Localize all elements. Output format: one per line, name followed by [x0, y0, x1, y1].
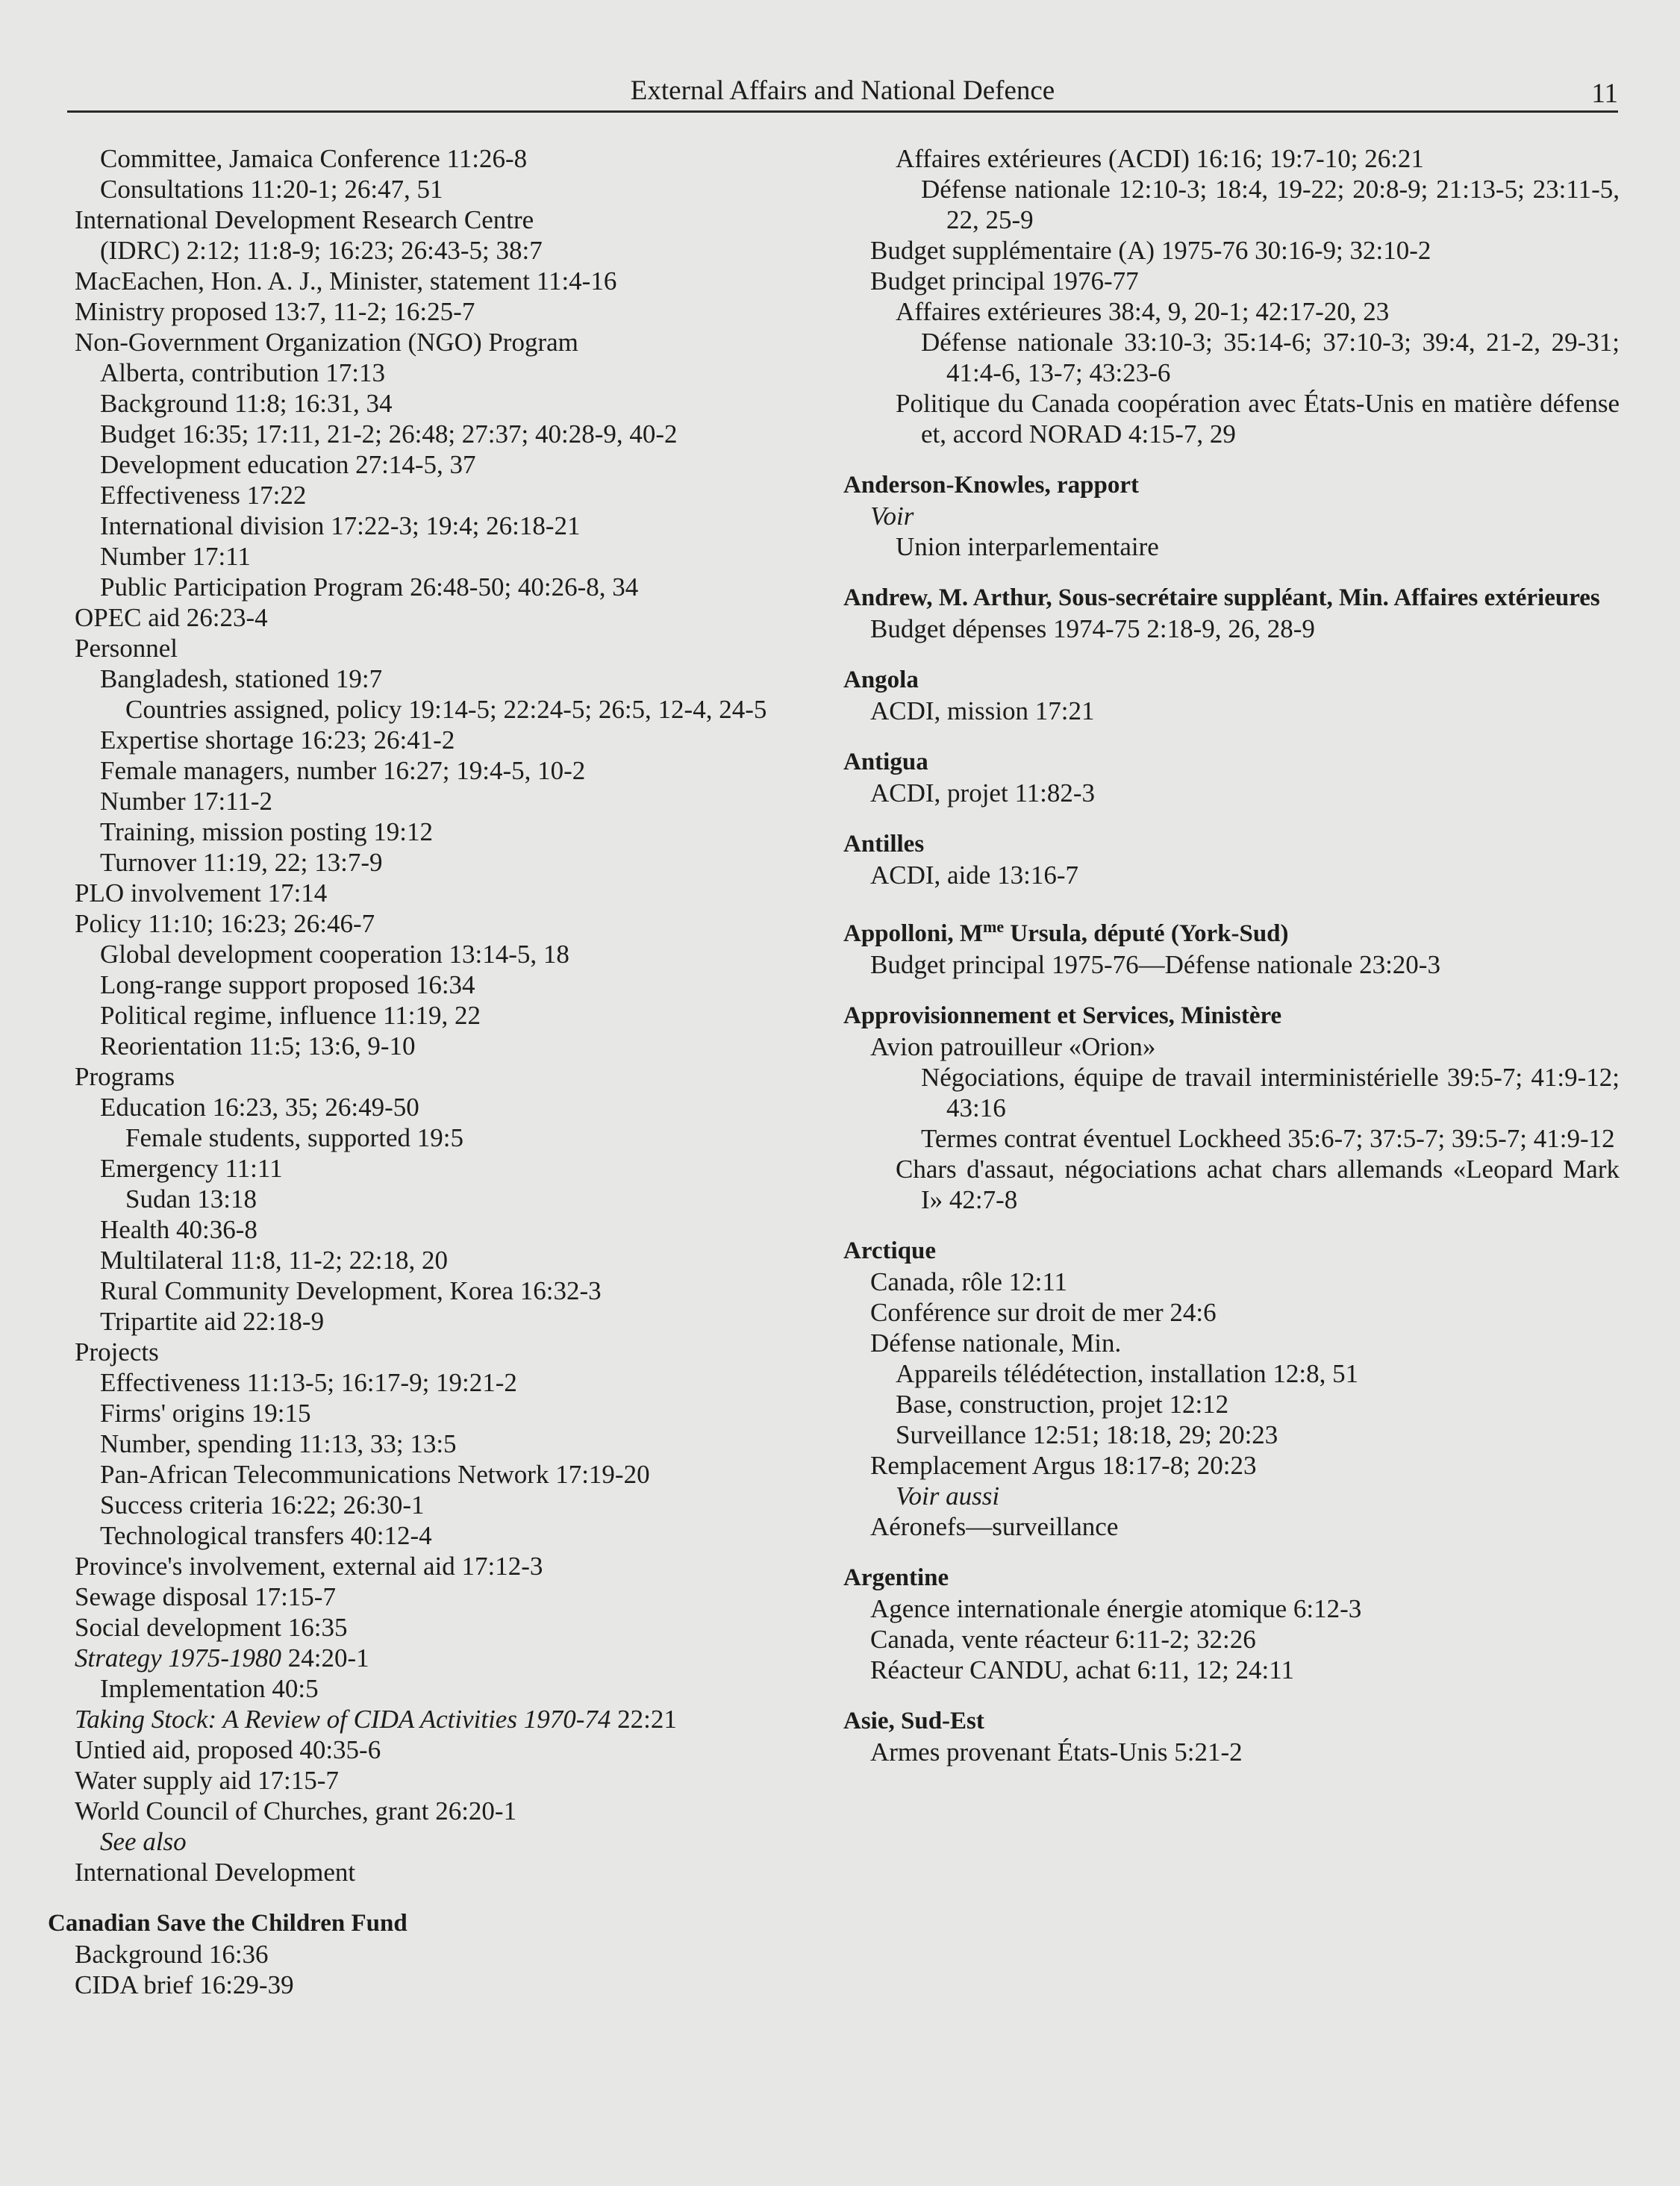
index-subentry: Budget principal 1975-76—Défense nationale 23:20-3 — [870, 950, 1440, 979]
index-subentry: Ministry proposed 13:7, 11-2; 16:25-7 — [75, 297, 475, 326]
index-subsubentry: Background 11:8; 16:31, 34 — [100, 389, 393, 418]
index-subentry: International Development Research Centre — [75, 205, 534, 234]
index-subsubentry: Consultations 11:20-1; 26:47, 51 — [100, 175, 443, 204]
index-subsubentry: Public Participation Program 26:48-50; 40:26-8, 34 — [100, 572, 639, 602]
index-subsubentry: Alberta, contribution 17:13 — [100, 358, 386, 387]
index-subsubentry: Effectiveness 11:13-5; 16:17-9; 19:21-2 — [100, 1368, 517, 1397]
index-subsubentry: Multilateral 11:8, 11-2; 22:18, 20 — [100, 1246, 448, 1275]
index-subentry: Canada, vente réacteur 6:11-2; 32:26 — [870, 1625, 1256, 1654]
index-subentry: International Development — [75, 1858, 356, 1887]
index-subsubentry: Turnover 11:19, 22; 13:7-9 — [100, 848, 383, 877]
index-subsubentry: Tripartite aid 22:18-9 — [100, 1307, 325, 1336]
index-subentry: ACDI, mission 17:21 — [870, 696, 1095, 725]
index-subentry: OPEC aid 26:23-4 — [75, 603, 268, 632]
index-subsubentry: Education 16:23, 35; 26:49-50 — [100, 1093, 419, 1122]
index-subentry: Politique du Canada coopération avec États-Unis en matière défense et, accord NORAD 4:15-7, 29 — [896, 389, 1620, 449]
page-refs: 22:21 — [611, 1705, 677, 1734]
italic-ref: Taking Stock: A Review of CIDA Activities 1970-74 — [75, 1705, 611, 1734]
index-subentry: Programs — [75, 1062, 175, 1091]
index-subsubentry: Success criteria 16:22; 26:30-1 — [100, 1490, 425, 1520]
index-subsubentry: Political regime, influence 11:19, 22 — [100, 1001, 481, 1030]
index-subentry: Background 16:36 — [75, 1940, 269, 1969]
italic-ref: Voir aussi — [896, 1481, 1000, 1511]
index-subsubentry: Termes contrat éventuel Lockheed 35:6-7; 37:5-7; 39:5-7; 41:9-12 — [921, 1124, 1615, 1153]
index-subentry: Projects — [75, 1337, 159, 1367]
index-subentry: Policy 11:10; 16:23; 26:46-7 — [75, 909, 375, 938]
index-subsubentry: Training, mission posting 19:12 — [100, 817, 433, 846]
index-subentry: Social development 16:35 — [75, 1613, 348, 1642]
index-subsubentry: Number 17:11 — [100, 542, 251, 571]
index-subsubentry: Global development cooperation 13:14-5, 18 — [100, 940, 569, 969]
index-subentry: Aéronefs—surveillance — [870, 1512, 1119, 1541]
index-subsubentry — [818, 1481, 1620, 1511]
index-subsubentry: Défense nationale 33:10-3; 35:14-6; 37:10-3; 39:4, 21-2, 29-31; 41:4-6, 13-7; 43:23-6 — [921, 328, 1620, 387]
index-subentry: CIDA brief 16:29-39 — [75, 1970, 294, 1999]
index-subentry: Chars d'assaut, négociations achat chars allemands «Leopard Mark I» 42:7-8 — [896, 1155, 1620, 1214]
index-subentry: Réacteur CANDU, achat 6:11, 12; 24:11 — [870, 1655, 1294, 1684]
index-heading: Andrew, M. Arthur, Sous-secrétaire suppléant, Min. Affaires extérieures — [843, 584, 1600, 611]
index-subsubentry: Technological transfers 40:12-4 — [100, 1521, 432, 1550]
index-subsubentry: Défense nationale 12:10-3; 18:4, 19-22; 20:8-9; 21:13-5; 23:11-5, 22, 25-9 — [921, 175, 1620, 234]
index-subentry: Budget dépenses 1974-75 2:18-9, 26, 28-9 — [870, 614, 1315, 643]
index-subsubentry: Emergency 11:11 — [100, 1154, 283, 1183]
index-subentry: Budget supplémentaire (A) 1975-76 30:16-9; 32:10-2 — [870, 236, 1431, 265]
index-subsubentry: Female managers, number 16:27; 19:4-5, 10-2 — [100, 756, 586, 785]
index-subentry: ACDI, projet 11:82-3 — [870, 778, 1096, 808]
index-subsubentry: Bangladesh, stationed 19:7 — [100, 664, 383, 693]
index-subsubentry: Négociations, équipe de travail interministérielle 39:5-7; 41:9-12; 43:16 — [921, 1063, 1620, 1122]
index-subsubentry: (IDRC) 2:12; 11:8-9; 16:23; 26:43-5; 38:7 — [100, 236, 543, 265]
index-subsubentry: Long-range support proposed 16:34 — [100, 970, 475, 999]
italic-ref: Voir — [870, 502, 914, 531]
index-heading: Antilles — [843, 831, 925, 858]
index-subsubentry: Effectiveness 17:22 — [100, 481, 307, 510]
index-subentry — [22, 1643, 820, 1673]
index-heading: Angola — [843, 666, 919, 693]
index-subsubentry: Female students, supported 19:5 — [125, 1123, 464, 1152]
italic-ref: See also — [100, 1827, 187, 1856]
index-subentry: Agence internationale énergie atomique 6:12-3 — [870, 1594, 1362, 1623]
italic-ref: Strategy 1975-1980 — [75, 1643, 282, 1673]
index-subsubentry: International division 17:22-3; 19:4; 26:18-21 — [100, 511, 581, 540]
index-heading: Asie, Sud-Est — [843, 1708, 984, 1734]
index-subentry: Province's involvement, external aid 17:12-3 — [75, 1552, 543, 1581]
index-subsubentry: Implementation 40:5 — [100, 1674, 319, 1703]
index-subentry: Avion patrouilleur «Orion» — [870, 1032, 1156, 1061]
right-column — [843, 143, 1620, 1767]
index-heading: Anderson-Knowles, rapport — [843, 472, 1140, 499]
index-subsubentry: Development education 27:14-5, 37 — [100, 450, 476, 479]
index-subentry: Untied aid, proposed 40:35-6 — [75, 1735, 381, 1764]
left-column — [48, 143, 820, 2000]
index-subsubentry: Base, construction, projet 12:12 — [896, 1390, 1229, 1419]
running-title: External Affairs and National Defence — [630, 75, 1055, 106]
index-subsubentry: Number, spending 11:13, 33; 13:5 — [100, 1429, 457, 1458]
index-subsubentry: Union interparlementaire — [896, 532, 1159, 561]
index-subsubentry: Pan-African Telecommunications Network 17:19-20 — [100, 1460, 650, 1489]
index-subsubentry: Sudan 13:18 — [125, 1184, 257, 1214]
index-subsubentry: Expertise shortage 16:23; 26:41-2 — [100, 725, 455, 755]
index-subsubentry: Reorientation 11:5; 13:6, 9-10 — [100, 1031, 416, 1061]
index-subentry: MacEachen, Hon. A. J., Minister, statement 11:4-16 — [75, 266, 617, 296]
index-heading: Approvisionnement et Services, Ministère — [843, 1002, 1282, 1029]
index-subentry: Armes provenant États-Unis 5:21-2 — [870, 1737, 1243, 1767]
page-refs: 24:20-1 — [281, 1643, 369, 1673]
index-subentry: Canada, rôle 12:11 — [870, 1267, 1068, 1296]
index-subentry: Défense nationale, Min. — [870, 1328, 1122, 1358]
index-subsubentry: Rural Community Development, Korea 16:32-3 — [100, 1276, 602, 1305]
index-subsubentry: Countries assigned, policy 19:14-5; 22:24-5; 26:5, 12-4, 24-5 — [125, 695, 767, 724]
index-heading: Canadian Save the Children Fund — [48, 1910, 407, 1937]
index-subsubentry: Budget 16:35; 17:11, 21-2; 26:48; 27:37; 40:28-9, 40-2 — [100, 419, 678, 449]
index-subentry: Sewage disposal 17:15-7 — [75, 1582, 336, 1611]
index-subentry — [22, 1704, 820, 1734]
page-number: 11 — [1591, 78, 1618, 109]
index-subentry: Budget principal 1976-77 — [870, 266, 1139, 296]
index-subentry — [818, 501, 1620, 531]
index-subsubentry: Appareils télédétection, installation 12:8, 51 — [896, 1359, 1359, 1388]
index-subsubentry: Firms' origins 19:15 — [100, 1399, 311, 1428]
index-subentry: Remplacement Argus 18:17-8; 20:23 — [870, 1451, 1257, 1480]
index-subentry: Non-Government Organization (NGO) Program — [75, 328, 578, 357]
index-subentry: Water supply aid 17:15-7 — [75, 1766, 339, 1795]
index-heading: Arctique — [843, 1237, 937, 1264]
index-subsubentry: Number 17:11-2 — [100, 787, 273, 816]
index-subsubentry: Committee, Jamaica Conference 11:26-8 — [100, 144, 528, 173]
index-subentry: PLO involvement 17:14 — [75, 878, 328, 908]
index-heading: Antigua — [843, 749, 928, 775]
index-subsubentry: Affaires extérieures (ACDI) 16:16; 19:7-10; 26:21 — [896, 144, 1424, 173]
index-subentry: World Council of Churches, grant 26:20-1 — [75, 1796, 517, 1826]
index-subsubentry — [22, 1826, 820, 1857]
index-subsubentry: Surveillance 12:51; 18:18, 29; 20:23 — [896, 1420, 1278, 1449]
running-header — [67, 73, 1618, 113]
index-subentry: ACDI, aide 13:16-7 — [870, 861, 1078, 890]
index-subsubentry: Affaires extérieures 38:4, 9, 20-1; 42:17-20, 23 — [896, 297, 1390, 326]
index-subsubentry: Health 40:36-8 — [100, 1215, 257, 1244]
index-heading: Appolloni, $M^{me}$ Ursula, député (York-Sud) — [843, 917, 1289, 947]
index-subentry: Conférence sur droit de mer 24:6 — [870, 1298, 1217, 1327]
index-heading: Argentine — [843, 1564, 949, 1591]
index-subentry: Personnel — [75, 634, 178, 663]
